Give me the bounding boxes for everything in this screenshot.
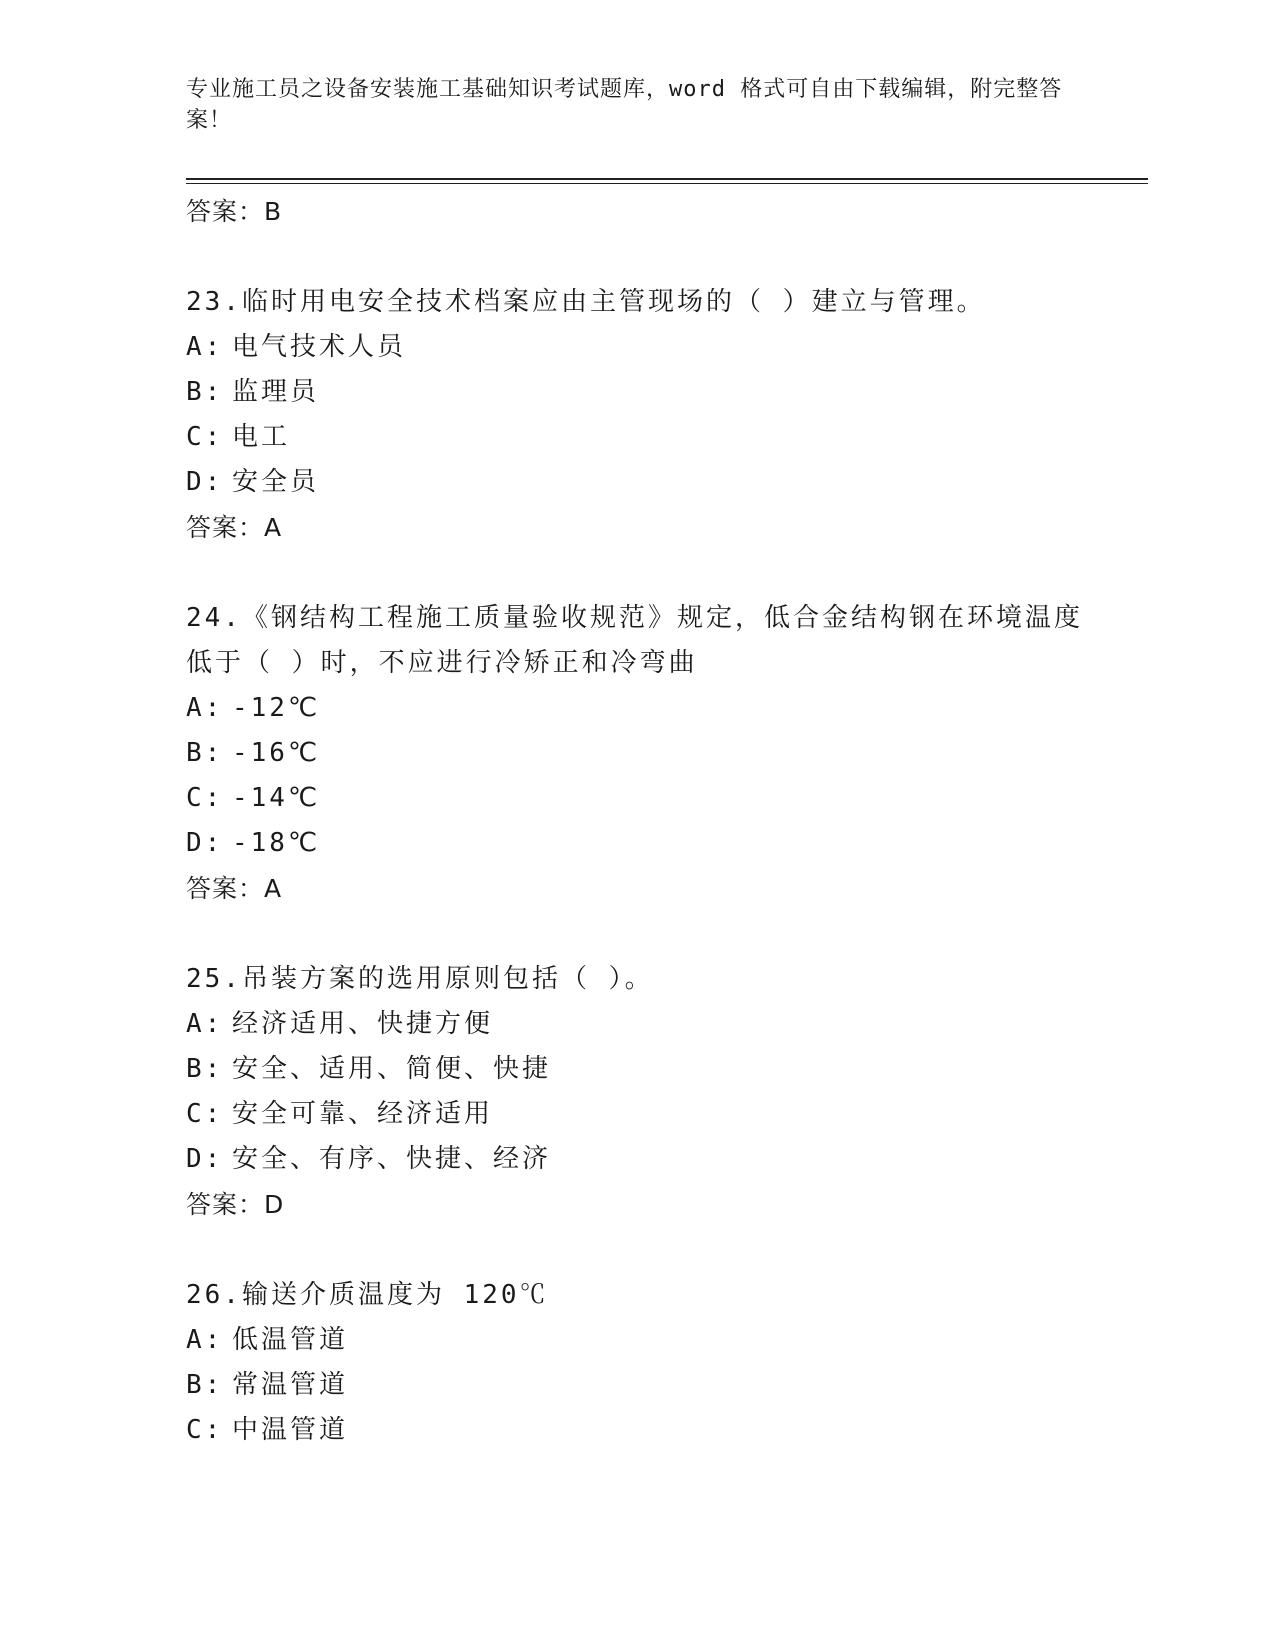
option-letter: A:: [186, 1009, 224, 1039]
option-letter: A:: [186, 332, 224, 362]
option-text: 低温管道: [232, 1325, 349, 1355]
answer-line: 答案：A: [186, 513, 283, 542]
option-letter: D:: [186, 467, 224, 497]
option-text: 安全员: [232, 467, 320, 497]
option-a: [186, 1318, 1086, 1363]
header-rule-thick: [186, 178, 1148, 180]
option-text: 安全可靠、经济适用: [232, 1099, 494, 1129]
option-letter: C:: [186, 422, 224, 452]
option-letter: C:: [186, 783, 224, 813]
option-text: 监理员: [232, 377, 320, 407]
option-letter: A:: [186, 1325, 224, 1355]
option-b: [186, 731, 1086, 776]
option-text: 经济适用、快捷方便: [232, 1009, 494, 1039]
option-b: [186, 370, 1086, 415]
option-text: 电工: [232, 422, 291, 452]
option-text: 常温管道: [232, 1370, 349, 1400]
option-d: [186, 460, 1086, 505]
page-header-text: 专业施工员之设备安装施工基础知识考试题库，word 格式可自由下载编辑，附完整答案！: [186, 77, 1063, 133]
answer-line: 答案：D: [186, 1190, 285, 1219]
question-stem: 26.输送介质温度为 120℃: [186, 1280, 549, 1310]
option-c: [186, 776, 1086, 821]
question-stem: 24.《钢结构工程施工质量验收规范》规定，低合金结构钢在环境温度低于（ ）时，不应进行冷矫正和冷弯曲: [186, 603, 1083, 678]
question-23: [186, 280, 1086, 550]
answer-line: 答案：A: [186, 874, 283, 903]
option-text: 安全、有序、快捷、经济: [232, 1144, 552, 1174]
option-c: [186, 415, 1086, 460]
option-a: [186, 1002, 1086, 1047]
option-text: -18℃: [232, 828, 321, 858]
option-c: [186, 1092, 1086, 1137]
option-text: 安全、适用、简便、快捷: [232, 1054, 552, 1084]
option-a: [186, 325, 1086, 370]
option-letter: A:: [186, 693, 224, 723]
option-letter: C:: [186, 1099, 224, 1129]
question-24: [186, 596, 1086, 911]
option-letter: B:: [186, 377, 224, 407]
option-text: -12℃: [232, 693, 321, 723]
option-b: [186, 1047, 1086, 1092]
question-stem: 23.临时用电安全技术档案应由主管现场的（ ）建立与管理。: [186, 287, 986, 317]
option-text: -16℃: [232, 738, 321, 768]
option-text: 中温管道: [232, 1415, 349, 1445]
option-letter: D:: [186, 1144, 224, 1174]
option-d: [186, 821, 1086, 866]
option-letter: D:: [186, 828, 224, 858]
question-list: [186, 189, 1086, 1453]
option-d: [186, 1137, 1086, 1182]
answer-line: 答案：B: [186, 197, 283, 226]
option-text: -14℃: [232, 783, 321, 813]
question-25: [186, 957, 1086, 1227]
header-rule-thin: [186, 183, 1148, 184]
option-b: [186, 1363, 1086, 1408]
question-stem: 25.吊装方案的选用原则包括（ ）。: [186, 964, 654, 994]
option-letter: C:: [186, 1415, 224, 1445]
option-text: 电气技术人员: [232, 332, 407, 362]
question-26: [186, 1273, 1086, 1453]
option-letter: B:: [186, 1370, 224, 1400]
option-c: [186, 1408, 1086, 1453]
option-letter: B:: [186, 1054, 224, 1084]
option-a: [186, 686, 1086, 731]
option-letter: B:: [186, 738, 224, 768]
